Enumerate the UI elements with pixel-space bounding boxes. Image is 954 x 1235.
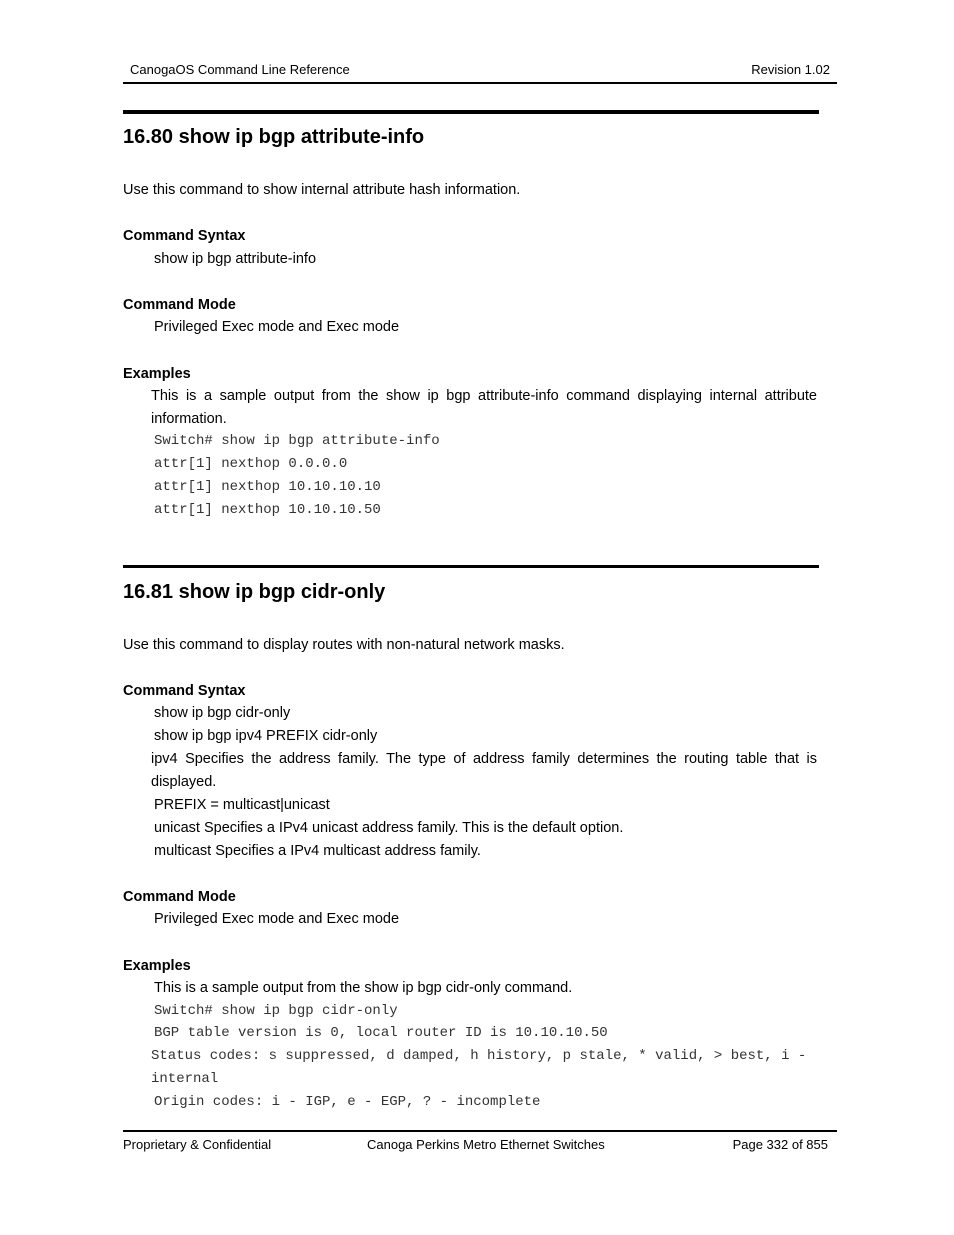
section-80-code-line: attr[1] nexthop 10.10.10.10 [154,479,381,495]
section-81-syntax-line: show ip bgp cidr-only [154,705,291,721]
section-80-code-line: attr[1] nexthop 0.0.0.0 [154,456,348,472]
footer-product: Canoga Perkins Metro Ethernet Switches [367,1137,605,1152]
multicast-desc: multicast Specifies a IPv4 multicast address family. [154,843,481,859]
section-80-rule [123,110,819,114]
footer-rule [123,1130,837,1132]
section-81-syntax-line: show ip bgp ipv4 PREFIX cidr-only [154,728,378,744]
status-codes-line [151,1048,831,1064]
status-codes-text: Status codes: s suppressed, d damped, h history, p stale, * valid, > best, i - [151,1048,807,1064]
footer-page-number: Page 332 of 855 [732,1137,828,1152]
section-80-intro: Use this command to show internal attribute hash information. [123,182,521,198]
section-81-code-line [151,1048,831,1064]
section-81-rule [123,565,819,568]
section-81-example-desc: This is a sample output from the show ip bgp cidr-only command. [154,980,573,996]
header-revision: Revision 1.02 [751,62,830,77]
section-81-code-line: Origin codes: i - IGP, e - EGP, ? - incomplete [154,1094,541,1110]
section-80-example-desc-line2: information. [151,411,227,427]
section-81-examples-heading: Examples [123,958,191,974]
section-80-example-desc-line1: This is a sample output from the show ip bgp attribute-info command displaying internal attribute [151,388,817,404]
section-80-syntax: show ip bgp attribute-info [154,251,317,267]
section-80-title: 16.80 show ip bgp attribute-info [123,126,425,148]
footer-confidential: Proprietary & Confidential [123,1137,272,1152]
section-81-code-line: BGP table version is 0, local router ID is 10.10.10.50 [154,1025,608,1041]
prefix-desc: PREFIX = multicast|unicast [154,797,330,813]
header-rule [123,82,837,84]
section-81-code-line: internal [151,1071,219,1087]
section-81-title: 16.81 show ip bgp cidr-only [123,581,386,603]
section-81-mode: Privileged Exec mode and Exec mode [154,911,400,927]
section-81-code-line: Switch# show ip bgp cidr-only [154,1003,398,1019]
section-80-code-line: attr[1] nexthop 10.10.10.50 [154,502,381,518]
section-81-mode-heading: Command Mode [123,889,236,905]
ipv4-desc-line2: displayed. [151,774,217,790]
section-81-intro: Use this command to display routes with non-natural network masks. [123,637,565,653]
section-80-mode: Privileged Exec mode and Exec mode [154,319,400,335]
section-81-syntax-heading: Command Syntax [123,683,246,699]
section-80-examples-heading: Examples [123,366,191,382]
header-doc-title: CanogaOS Command Line Reference [130,62,350,77]
section-80-mode-heading: Command Mode [123,297,236,313]
ipv4-desc-line1: ipv4 Specifies the address family. The type of address family determines the routing table that is [151,751,817,767]
unicast-desc: unicast Specifies a IPv4 unicast address family. This is the default option. [154,820,624,836]
section-80-syntax-heading: Command Syntax [123,228,246,244]
section-80-code-line: Switch# show ip bgp attribute-info [154,433,440,449]
